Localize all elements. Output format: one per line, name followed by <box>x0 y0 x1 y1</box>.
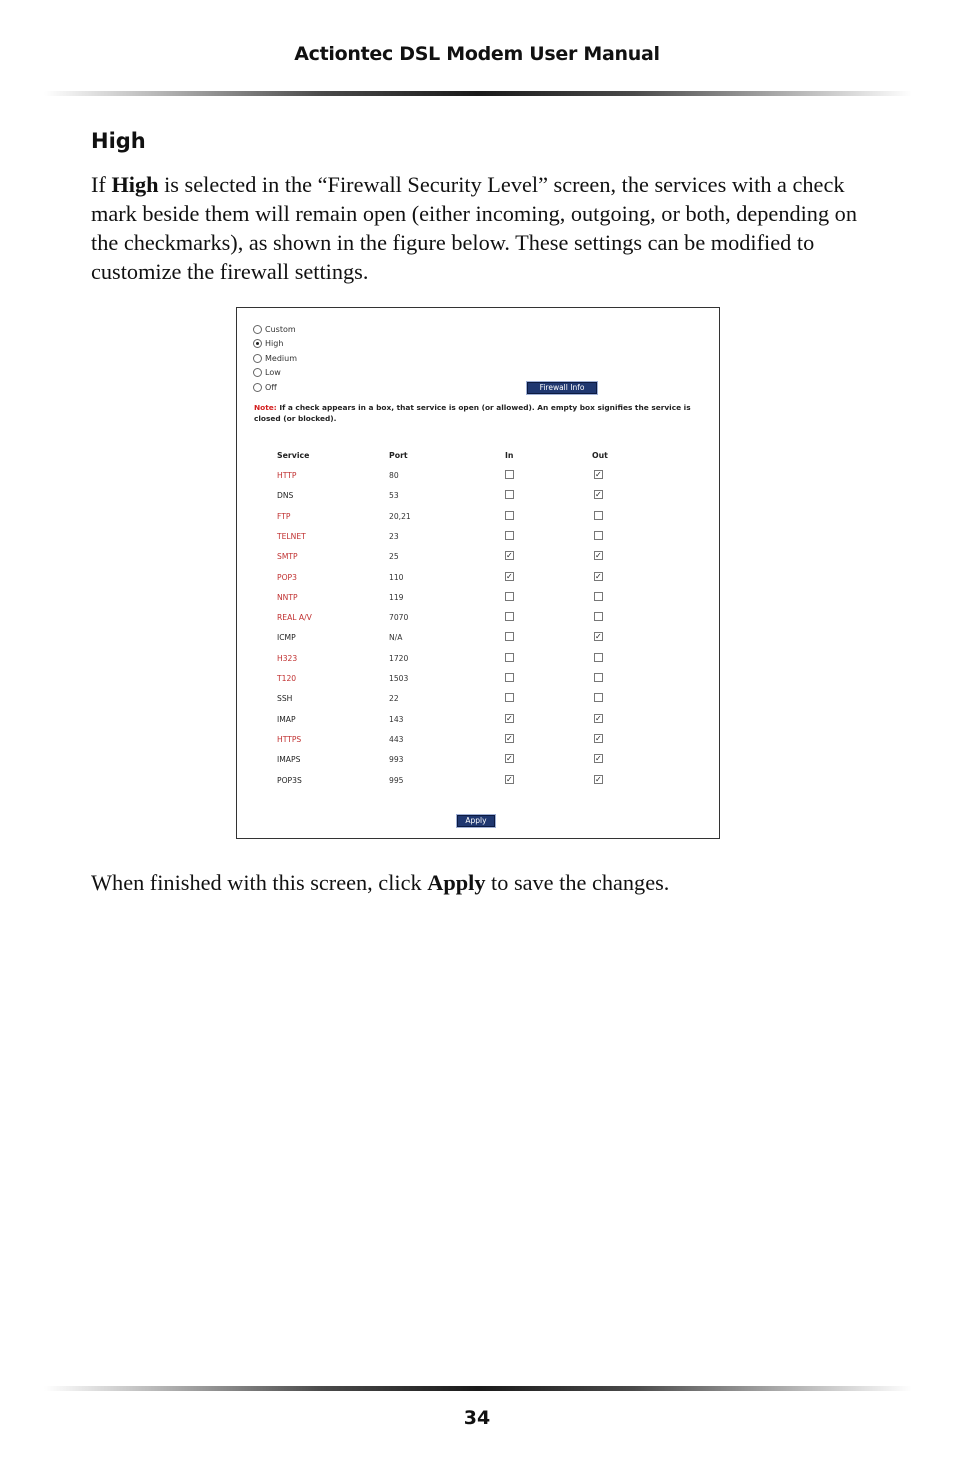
service-name[interactable]: FTP <box>277 511 291 521</box>
service-name: SSH <box>277 694 293 704</box>
service-port: 23 <box>389 531 399 541</box>
out-checkbox[interactable] <box>594 653 603 662</box>
service-name: IMAPS <box>277 755 301 765</box>
out-checkbox[interactable] <box>594 511 603 520</box>
out-checkbox[interactable] <box>594 673 603 682</box>
intro-paragraph: If High is selected in the “Firewall Security Level” screen, the services with a check mark beside them will remain open (either incoming, outgoing, or both, depending on the checkmarks), as shown in the figure below. These settings can be modified to customize the firewall settings. <box>91 172 857 284</box>
security-level-label: High <box>265 339 284 348</box>
service-port: 995 <box>389 775 404 785</box>
out-checkbox[interactable] <box>594 693 603 702</box>
service-name[interactable]: HTTPS <box>277 734 302 744</box>
out-checkbox[interactable] <box>594 734 603 743</box>
service-name: IMAP <box>277 714 296 724</box>
radio-button[interactable] <box>253 368 262 377</box>
service-name[interactable]: H323 <box>277 653 298 663</box>
service-name[interactable]: NNTP <box>277 592 298 602</box>
service-name[interactable]: POP3 <box>277 572 297 582</box>
table-row <box>237 471 719 485</box>
out-checkbox[interactable] <box>594 714 603 723</box>
service-port: 119 <box>389 592 404 602</box>
radio-button[interactable] <box>253 325 262 334</box>
footer-rule <box>44 1386 912 1391</box>
section-heading: High <box>91 129 146 153</box>
service-port: 53 <box>389 491 399 501</box>
firewall-note: Note: If a check appears in a box, that service is open (or allowed). An empty box signifies the service is closed (or blocked). <box>254 403 691 423</box>
table-row <box>237 755 719 769</box>
service-port: 110 <box>389 572 404 582</box>
security-level-option[interactable] <box>253 323 296 335</box>
in-checkbox[interactable] <box>505 592 514 601</box>
out-checkbox[interactable] <box>594 531 603 540</box>
in-checkbox[interactable] <box>505 612 514 621</box>
out-checkbox[interactable] <box>594 551 603 560</box>
security-level-label: Custom <box>265 324 296 334</box>
note-label: Note: <box>254 403 277 412</box>
in-checkbox[interactable] <box>505 653 514 662</box>
table-row <box>237 654 719 668</box>
out-checkbox[interactable] <box>594 754 603 763</box>
apply-button[interactable]: Apply <box>457 815 495 827</box>
intro-bold-term: High <box>111 172 159 197</box>
security-level-option[interactable] <box>253 338 283 350</box>
service-name[interactable]: SMTP <box>277 552 298 562</box>
in-checkbox[interactable] <box>505 734 514 743</box>
table-row <box>237 613 719 627</box>
in-checkbox[interactable] <box>505 632 514 641</box>
service-port: 143 <box>389 714 404 724</box>
in-checkbox[interactable] <box>505 531 514 540</box>
column-header-service: Service <box>277 451 310 460</box>
service-name: ICMP <box>277 633 296 643</box>
service-port: 1503 <box>389 674 409 683</box>
in-checkbox[interactable] <box>505 511 514 520</box>
table-row <box>237 735 719 749</box>
column-header-in: In <box>505 451 514 460</box>
out-checkbox[interactable] <box>594 612 603 621</box>
firewall-info-button[interactable]: Firewall Info <box>527 382 597 394</box>
table-row <box>237 512 719 526</box>
radio-button[interactable] <box>253 339 262 348</box>
in-checkbox[interactable] <box>505 673 514 682</box>
radio-button[interactable] <box>253 354 262 363</box>
out-checkbox[interactable] <box>594 632 603 641</box>
security-level-label: Off <box>265 382 277 392</box>
out-checkbox[interactable] <box>594 592 603 601</box>
out-checkbox[interactable] <box>594 572 603 581</box>
service-name: POP3S <box>277 775 302 785</box>
service-name[interactable]: HTTP <box>277 471 297 480</box>
table-row <box>237 573 719 587</box>
table-row <box>237 552 719 566</box>
in-checkbox[interactable] <box>505 490 514 499</box>
service-name[interactable]: TELNET <box>277 531 306 541</box>
service-port: 80 <box>389 471 399 480</box>
firewall-screenshot-figure <box>236 307 720 839</box>
service-port: 22 <box>389 694 399 704</box>
security-level-option[interactable] <box>253 367 281 379</box>
out-checkbox[interactable] <box>594 470 603 479</box>
service-port: N/A <box>389 633 403 643</box>
column-header-out: Out <box>592 451 608 460</box>
table-row <box>237 491 719 505</box>
outro-bold-term: Apply <box>427 870 486 895</box>
outro-paragraph: When finished with this screen, click Apply to save the changes. <box>91 870 670 895</box>
service-name: DNS <box>277 491 294 501</box>
in-checkbox[interactable] <box>505 551 514 560</box>
service-port: 1720 <box>389 653 409 663</box>
in-checkbox[interactable] <box>505 693 514 702</box>
security-level-option[interactable] <box>253 381 277 393</box>
security-level-option[interactable] <box>253 352 297 364</box>
service-port: 7070 <box>389 613 409 623</box>
service-port: 20,21 <box>389 511 411 521</box>
header-rule <box>44 91 912 96</box>
service-port: 993 <box>389 755 404 765</box>
in-checkbox[interactable] <box>505 470 514 479</box>
column-header-port: Port <box>389 451 408 460</box>
table-row <box>237 593 719 607</box>
security-level-label: Low <box>265 368 281 377</box>
table-row <box>237 776 719 790</box>
service-name[interactable]: T120 <box>277 674 297 683</box>
security-level-label: Medium <box>265 353 297 363</box>
page-number: 34 <box>463 1407 491 1429</box>
table-row <box>237 633 719 647</box>
out-checkbox[interactable] <box>594 490 603 499</box>
page-header-title: Actiontec DSL Modem User Manual <box>294 43 660 65</box>
in-checkbox[interactable] <box>505 572 514 581</box>
service-port: 25 <box>389 552 399 562</box>
table-row <box>237 715 719 729</box>
service-name[interactable]: REAL A/V <box>277 613 312 623</box>
table-row <box>237 694 719 708</box>
in-checkbox[interactable] <box>505 714 514 723</box>
out-checkbox[interactable] <box>594 775 603 784</box>
in-checkbox[interactable] <box>505 775 514 784</box>
in-checkbox[interactable] <box>505 754 514 763</box>
table-row <box>237 532 719 546</box>
service-port: 443 <box>389 734 404 744</box>
table-row <box>237 674 719 688</box>
radio-button[interactable] <box>253 383 262 392</box>
